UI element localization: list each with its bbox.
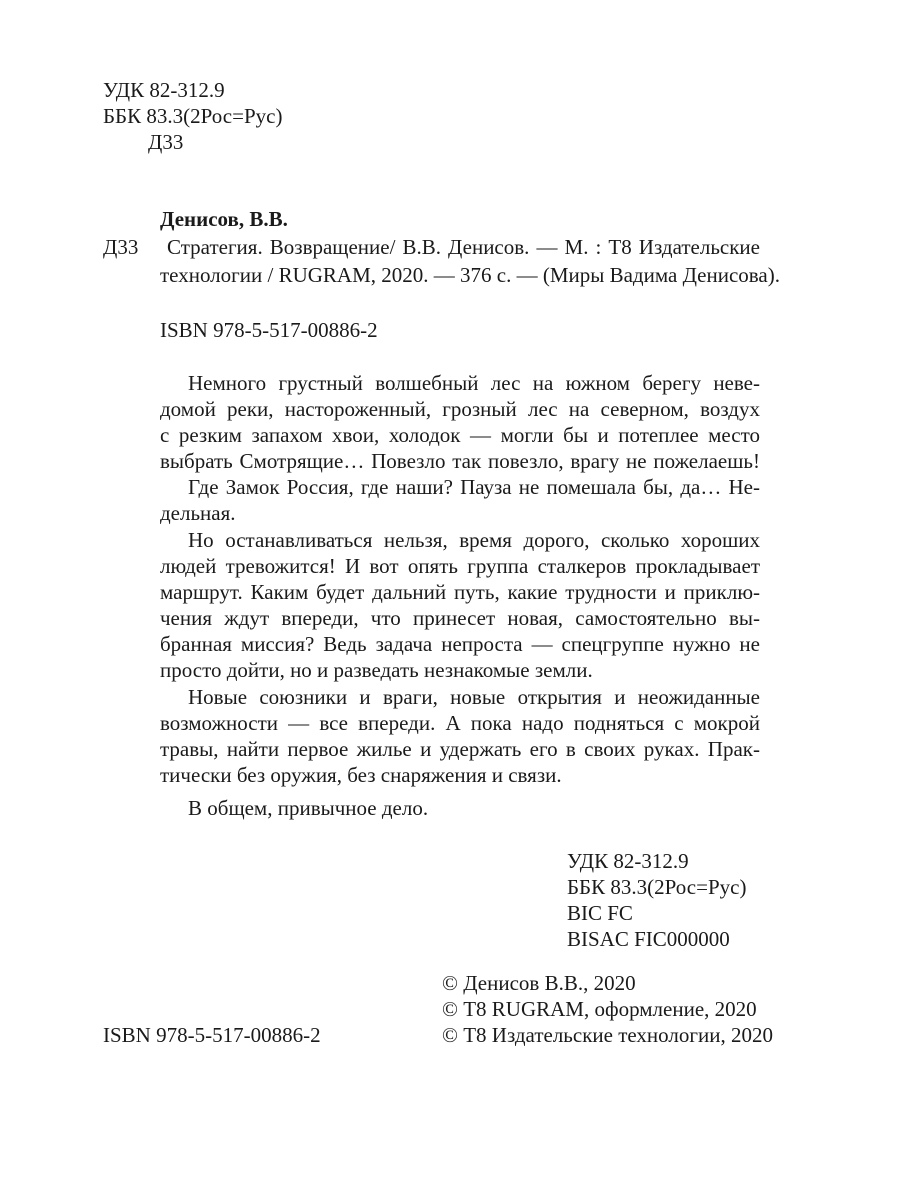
copyright-design: © Т8 RUGRAM, оформление, 2020 <box>442 997 757 1021</box>
udk-code: УДК 82-312.9 <box>567 849 689 873</box>
annotation-p1-line2: домой реки, настороженный, грозный лес на северном, воздух <box>160 397 760 421</box>
annotation-p4-line3: травы, найти первое жилье и удержать его в своих руках. Прак- <box>160 737 760 761</box>
footer-isbn: ISBN 978-5-517-00886-2 <box>103 1023 321 1047</box>
bisac-code: BISAC FIC000000 <box>567 927 730 951</box>
annotation-p3-line6: просто дойти, но и разведать незнакомые земли. <box>160 658 593 682</box>
record-author-mark: Д33 <box>103 235 139 259</box>
annotation-p1-line1: Немного грустный волшебный лес на южном берегу неве- <box>188 371 760 395</box>
top-udk-code: УДК 82-312.9 <box>103 78 225 102</box>
author-heading: Денисов, В.В. <box>160 207 288 231</box>
record-line-2: технологии / RUGRAM, 2020. — 376 с. — (Миры Вадима Денисова). <box>160 263 780 287</box>
annotation-p3-line2: людей тревожится! И вот опять группа сталкеров прокладывает <box>160 554 760 578</box>
annotation-p3-line5: бранная миссия? Ведь задача непроста — спецгруппе нужно не <box>160 632 760 656</box>
record-line-1: Стратегия. Возвращение/ В.В. Денисов. — М. : Т8 Издательские <box>167 235 760 259</box>
annotation-p3-line3: маршрут. Каким будет дальний путь, какие трудности и приклю- <box>160 580 760 604</box>
annotation-p2-line2: дельная. <box>160 501 236 525</box>
top-bbk-code: ББК 83.3(2Рос=Рус) <box>103 104 283 128</box>
annotation-p5-line1: В общем, привычное дело. <box>188 796 429 820</box>
copyright-publisher: © Т8 Издательские технологии, 2020 <box>442 1023 773 1047</box>
top-author-mark: Д33 <box>148 130 184 154</box>
bic-code: BIC FC <box>567 901 633 925</box>
bbk-code: ББК 83.3(2Рос=Рус) <box>567 875 747 899</box>
annotation-p4-line2: возможности — все впереди. А пока надо подняться с мокрой <box>160 711 760 735</box>
annotation-p3-line1: Но останавливаться нельзя, время дорого, сколько хороших <box>188 528 760 552</box>
annotation-p4-line4: тически без оружия, без снаряжения и связи. <box>160 763 562 787</box>
record-isbn: ISBN 978-5-517-00886-2 <box>160 318 378 342</box>
copyright-author: © Денисов В.В., 2020 <box>442 971 636 995</box>
annotation-p4-line1: Новые союзники и враги, новые открытия и неожиданные <box>188 685 760 709</box>
annotation-p1-line3: с резким запахом хвои, холодок — могли бы и потеплее место <box>160 423 760 447</box>
annotation-p2-line1: Где Замок Россия, где наши? Пауза не помешала бы, да… Не- <box>188 475 760 499</box>
annotation-p3-line4: чения ждут впереди, что принесет новая, самостоятельно вы- <box>160 606 760 630</box>
annotation-p1-line4: выбрать Смотрящие… Повезло так повезло, врагу не пожелаешь! <box>160 449 760 473</box>
